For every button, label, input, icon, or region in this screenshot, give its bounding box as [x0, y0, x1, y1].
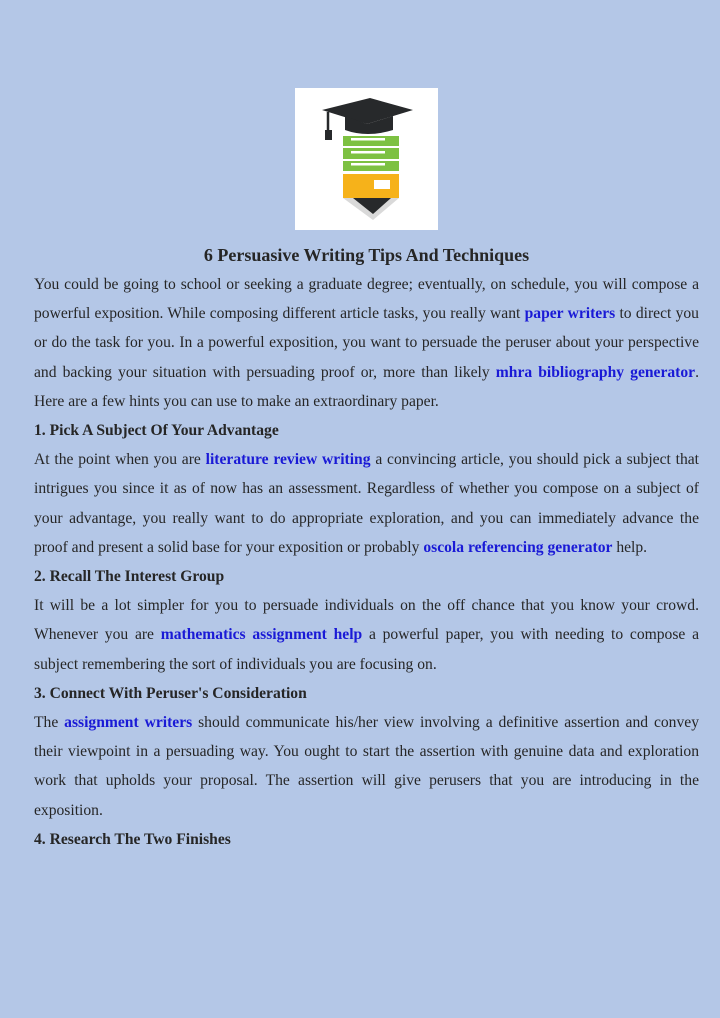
article: [34, 241, 699, 854]
section-2-paragraph: It will be a lot simpler for you to persuade individuals on the off chance that you know your crowd. Whenever you are mathematics assignment help a powerful paper, you with needing to compose a subject remembering the sort of individuals you are focusing on.: [34, 597, 699, 673]
section-1-heading: 1. Pick A Subject Of Your Advantage: [34, 422, 279, 440]
intro-paragraph: You could be going to school or seeking a graduate degree; eventually, on schedule, you will compose a powerful exposition. While composing different article tasks, you really want paper writers to direct you or do the task for you. In a powerful exposition, you want to persuade the peruser about your perspective and backing your situation with persuading proof or, more than likely mhra bibliography generator. Here are a few hints you can use to make an extraordinary paper.: [34, 276, 699, 410]
section-3-heading: 3. Connect With Peruser's Consideration: [34, 684, 307, 702]
assignment-writers-link[interactable]: assignment writers: [64, 714, 193, 732]
section-4-heading: 4. Research The Two Finishes: [34, 830, 231, 848]
literature-review-writing-link[interactable]: literature review writing: [205, 451, 371, 469]
section-3-paragraph: The assignment writers should communicate his/her view involving a definitive assertion and convey their viewpoint in a persuading way. You ought to start the assertion with genuine data and exploration work that upholds your proposal. The assertion will give perusers that you are introducing in the exposition.: [34, 714, 699, 819]
logo: [295, 88, 438, 230]
section-2-heading: 2. Recall The Interest Group: [34, 568, 225, 586]
section-1-paragraph: At the point when you are literature review writing a convincing article, you should pick a subject that intrigues you since it as of now has an assessment. Regardless of whether you compose on a subject of your advantage, you really want to do appropriate exploration, and you can immediately advance the proof and present a solid base for your exposition or probably oscola referencing generator help.: [34, 451, 699, 556]
mhra-bibliography-generator-link[interactable]: mhra bibliography generator: [495, 363, 696, 381]
page-title: 6 Persuasive Writing Tips And Techniques: [203, 245, 530, 265]
paper-writers-link[interactable]: paper writers: [524, 305, 616, 323]
mathematics-assignment-help-link[interactable]: mathematics assignment help: [160, 626, 363, 644]
oscola-referencing-generator-link[interactable]: oscola referencing generator: [423, 538, 613, 556]
graduation-cap-pencil-books-icon: [295, 88, 438, 230]
